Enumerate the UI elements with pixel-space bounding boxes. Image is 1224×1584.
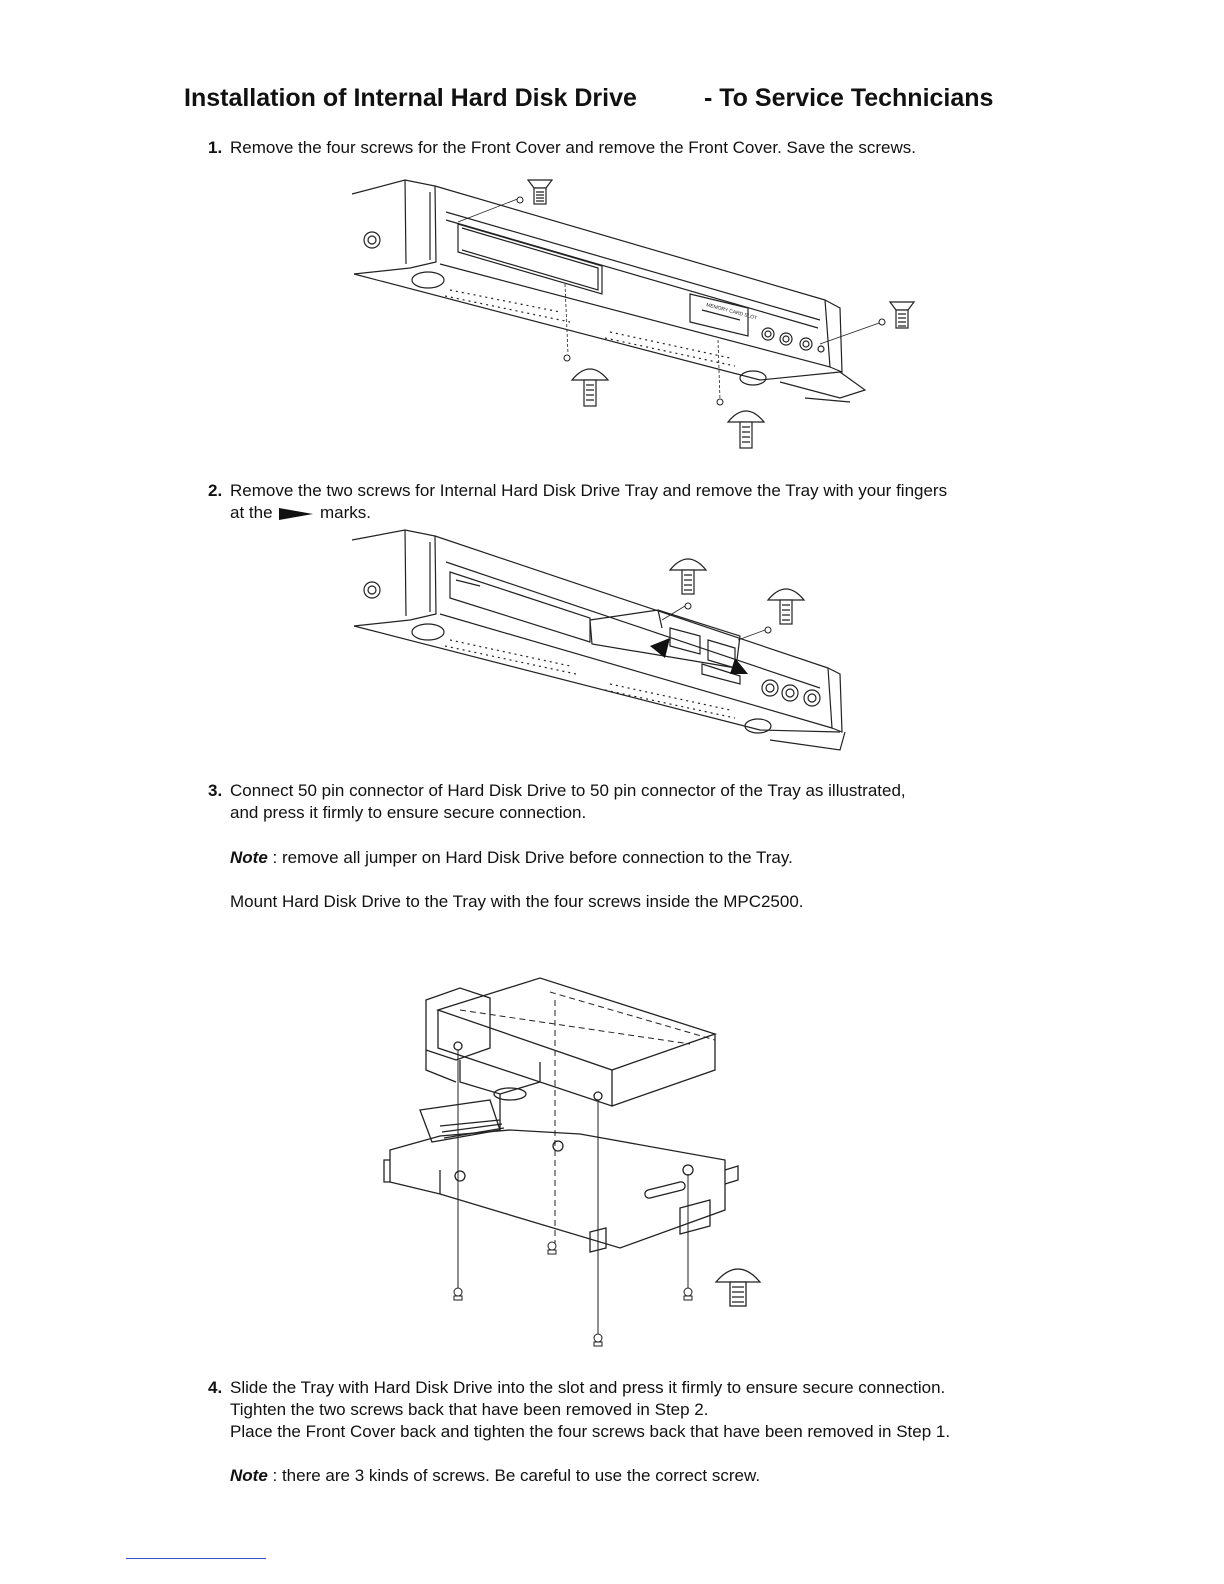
hdd-tray-illustration — [380, 970, 780, 1355]
figure-front-cover-removal — [340, 172, 930, 457]
finger-mark-icon — [277, 506, 315, 522]
page-title — [184, 84, 1044, 113]
step-4 — [208, 1377, 950, 1443]
flat-screw-icon — [528, 180, 552, 204]
step-3-mount-text: Mount Hard Disk Drive to the Tray with the four screws inside the MPC2500. — [230, 892, 804, 911]
round-screw-icon — [768, 589, 804, 624]
step-text-line-2: and press it firmly to ensure secure connection. — [230, 803, 587, 822]
round-screw-icon — [728, 411, 764, 448]
step-text-line-3: Place the Front Cover back and tighten the four screws back that have been removed in Step 1. — [230, 1422, 951, 1441]
step-number: 2. — [208, 481, 223, 500]
flat-screw-icon — [890, 302, 914, 328]
front-cover-illustration — [340, 172, 930, 457]
figure-hdd-mounting — [380, 970, 780, 1355]
figure-tray-removal — [340, 528, 860, 753]
step-text-line-2: at the marks. — [230, 503, 372, 522]
round-screw-icon — [572, 369, 608, 406]
step-number: 1. — [208, 138, 223, 157]
round-screw-icon — [716, 1269, 760, 1306]
tray-removal-illustration — [340, 528, 860, 753]
footer-rule — [126, 1558, 266, 1559]
step-text-line-1: Connect 50 pin connector of Hard Disk Drive to 50 pin connector of the Tray as illustrated, — [230, 781, 906, 800]
step-1 — [208, 137, 916, 159]
step-text-line-1: Remove the two screws for Internal Hard Disk Drive Tray and remove the Tray with your fingers — [230, 481, 948, 500]
round-screw-icon — [670, 559, 706, 594]
step-number: 3. — [208, 781, 223, 800]
step-2 — [208, 480, 947, 524]
note-text: : remove all jumper on Hard Disk Drive before connection to the Tray. — [267, 848, 793, 867]
step-text-line-1: Slide the Tray with Hard Disk Drive into the slot and press it firmly to ensure secure connection. — [230, 1378, 946, 1397]
step-3-note — [230, 847, 793, 869]
step-number: 4. — [208, 1378, 223, 1397]
title-sub: - To Service Technicians — [704, 84, 994, 112]
step-text: Remove the four screws for the Front Cover and remove the Front Cover. Save the screws. — [230, 138, 916, 157]
note-label: Note — [230, 848, 268, 867]
memory-card-slot-label: MEMORY CARD SLOT — [705, 302, 758, 322]
step-3 — [208, 780, 906, 824]
note-label: Note — [230, 1466, 268, 1485]
step-text-line-2: Tighten the two screws back that have been removed in Step 2. — [230, 1400, 709, 1419]
step-4-note — [230, 1465, 760, 1487]
note-text: : there are 3 kinds of screws. Be careful to use the correct screw. — [267, 1466, 761, 1485]
title-main: Installation of Internal Hard Disk Drive — [184, 84, 637, 112]
